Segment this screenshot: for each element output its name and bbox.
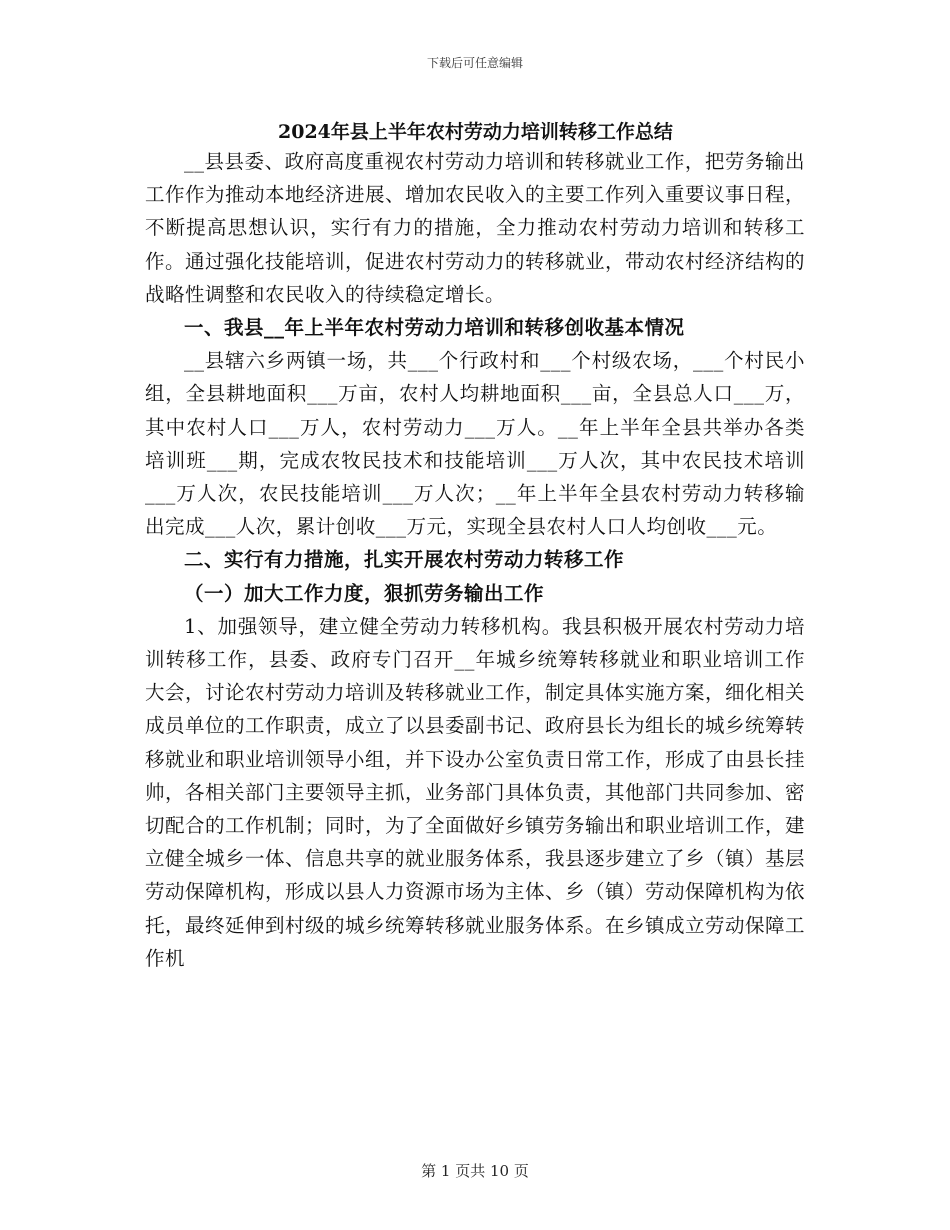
- section-heading-1: 一、我县__年上半年农村劳动力培训和转移创收基本情况: [184, 316, 685, 340]
- document-title: 2024年县上半年农村劳动力培训转移工作总结: [278, 121, 673, 143]
- document-body: [145, 145, 805, 975]
- intro-paragraph: __县县委、政府高度重视农村劳动力培训和转移就业工作，把劳务输出工作作为推动本地经济进展、增加农民收入的主要工作列入重要议事日程，不断提高思想认识，实行有力的措施，全力推动农村劳动力培训和转移工作。通过强化技能培训，促进农村劳动力的转移就业，带动农村经济结构的战略性调整和农民收入的待续稳定增长。: [145, 150, 806, 306]
- page-number-footer: 第 1 页共 10 页: [421, 1162, 529, 1180]
- header-note: 下载后可任意编辑: [426, 56, 523, 70]
- subsection-heading-1: （一）加大工作力度，狠抓劳务输出工作: [184, 581, 545, 605]
- section-heading-2: 二、实行有力措施，扎实开展农村劳动力转移工作: [184, 548, 625, 572]
- basic-situation-paragraph: __县辖六乡两镇一场，共___个行政村和___个村级农场，___个村民小组，全县耕地面积___万亩，农村人均耕地面积___亩，全县总人口___万，其中农村人口___万人，农村劳动力___万人。__年上半年全县共举办各类培训班___期，完成农牧民技术和技能培训___万人次，其中农民技术培训___万人次，农民技能培训___万人次；__年上半年全县农村劳动力转移输出完成___人次，累计创收___万元，实现全县农村人口人均创收___元。: [145, 349, 805, 539]
- leadership-paragraph: 1、加强领导，建立健全劳动力转移机构。我县积极开展农村劳动力培训转移工作，县委、政府专门召开__年城乡统筹转移就业和职业培训工作大会，讨论农村劳动力培训及转移就业工作，制定具体实施方案，细化相关成员单位的工作职责，成立了以县委副书记、政府县长为组长的城乡统筹转移就业和职业培训领导小组，并下设办公室负责日常工作，形成了由县长挂帅，各相关部门主要领导主抓，业务部门具体负责，其他部门共同参加、密切配合的工作机制；同时，为了全面做好乡镇劳务输出和职业培训工作，建立健全城乡一体、信息共享的就业服务体系，我县逐步建立了乡（镇）基层劳动保障机构，形成以县人力资源市场为主体、乡（镇）劳动保障机构为依托，最终延伸到村级的城乡统筹转移就业服务体系。在乡镇成立劳动保障工作机: [145, 614, 806, 970]
